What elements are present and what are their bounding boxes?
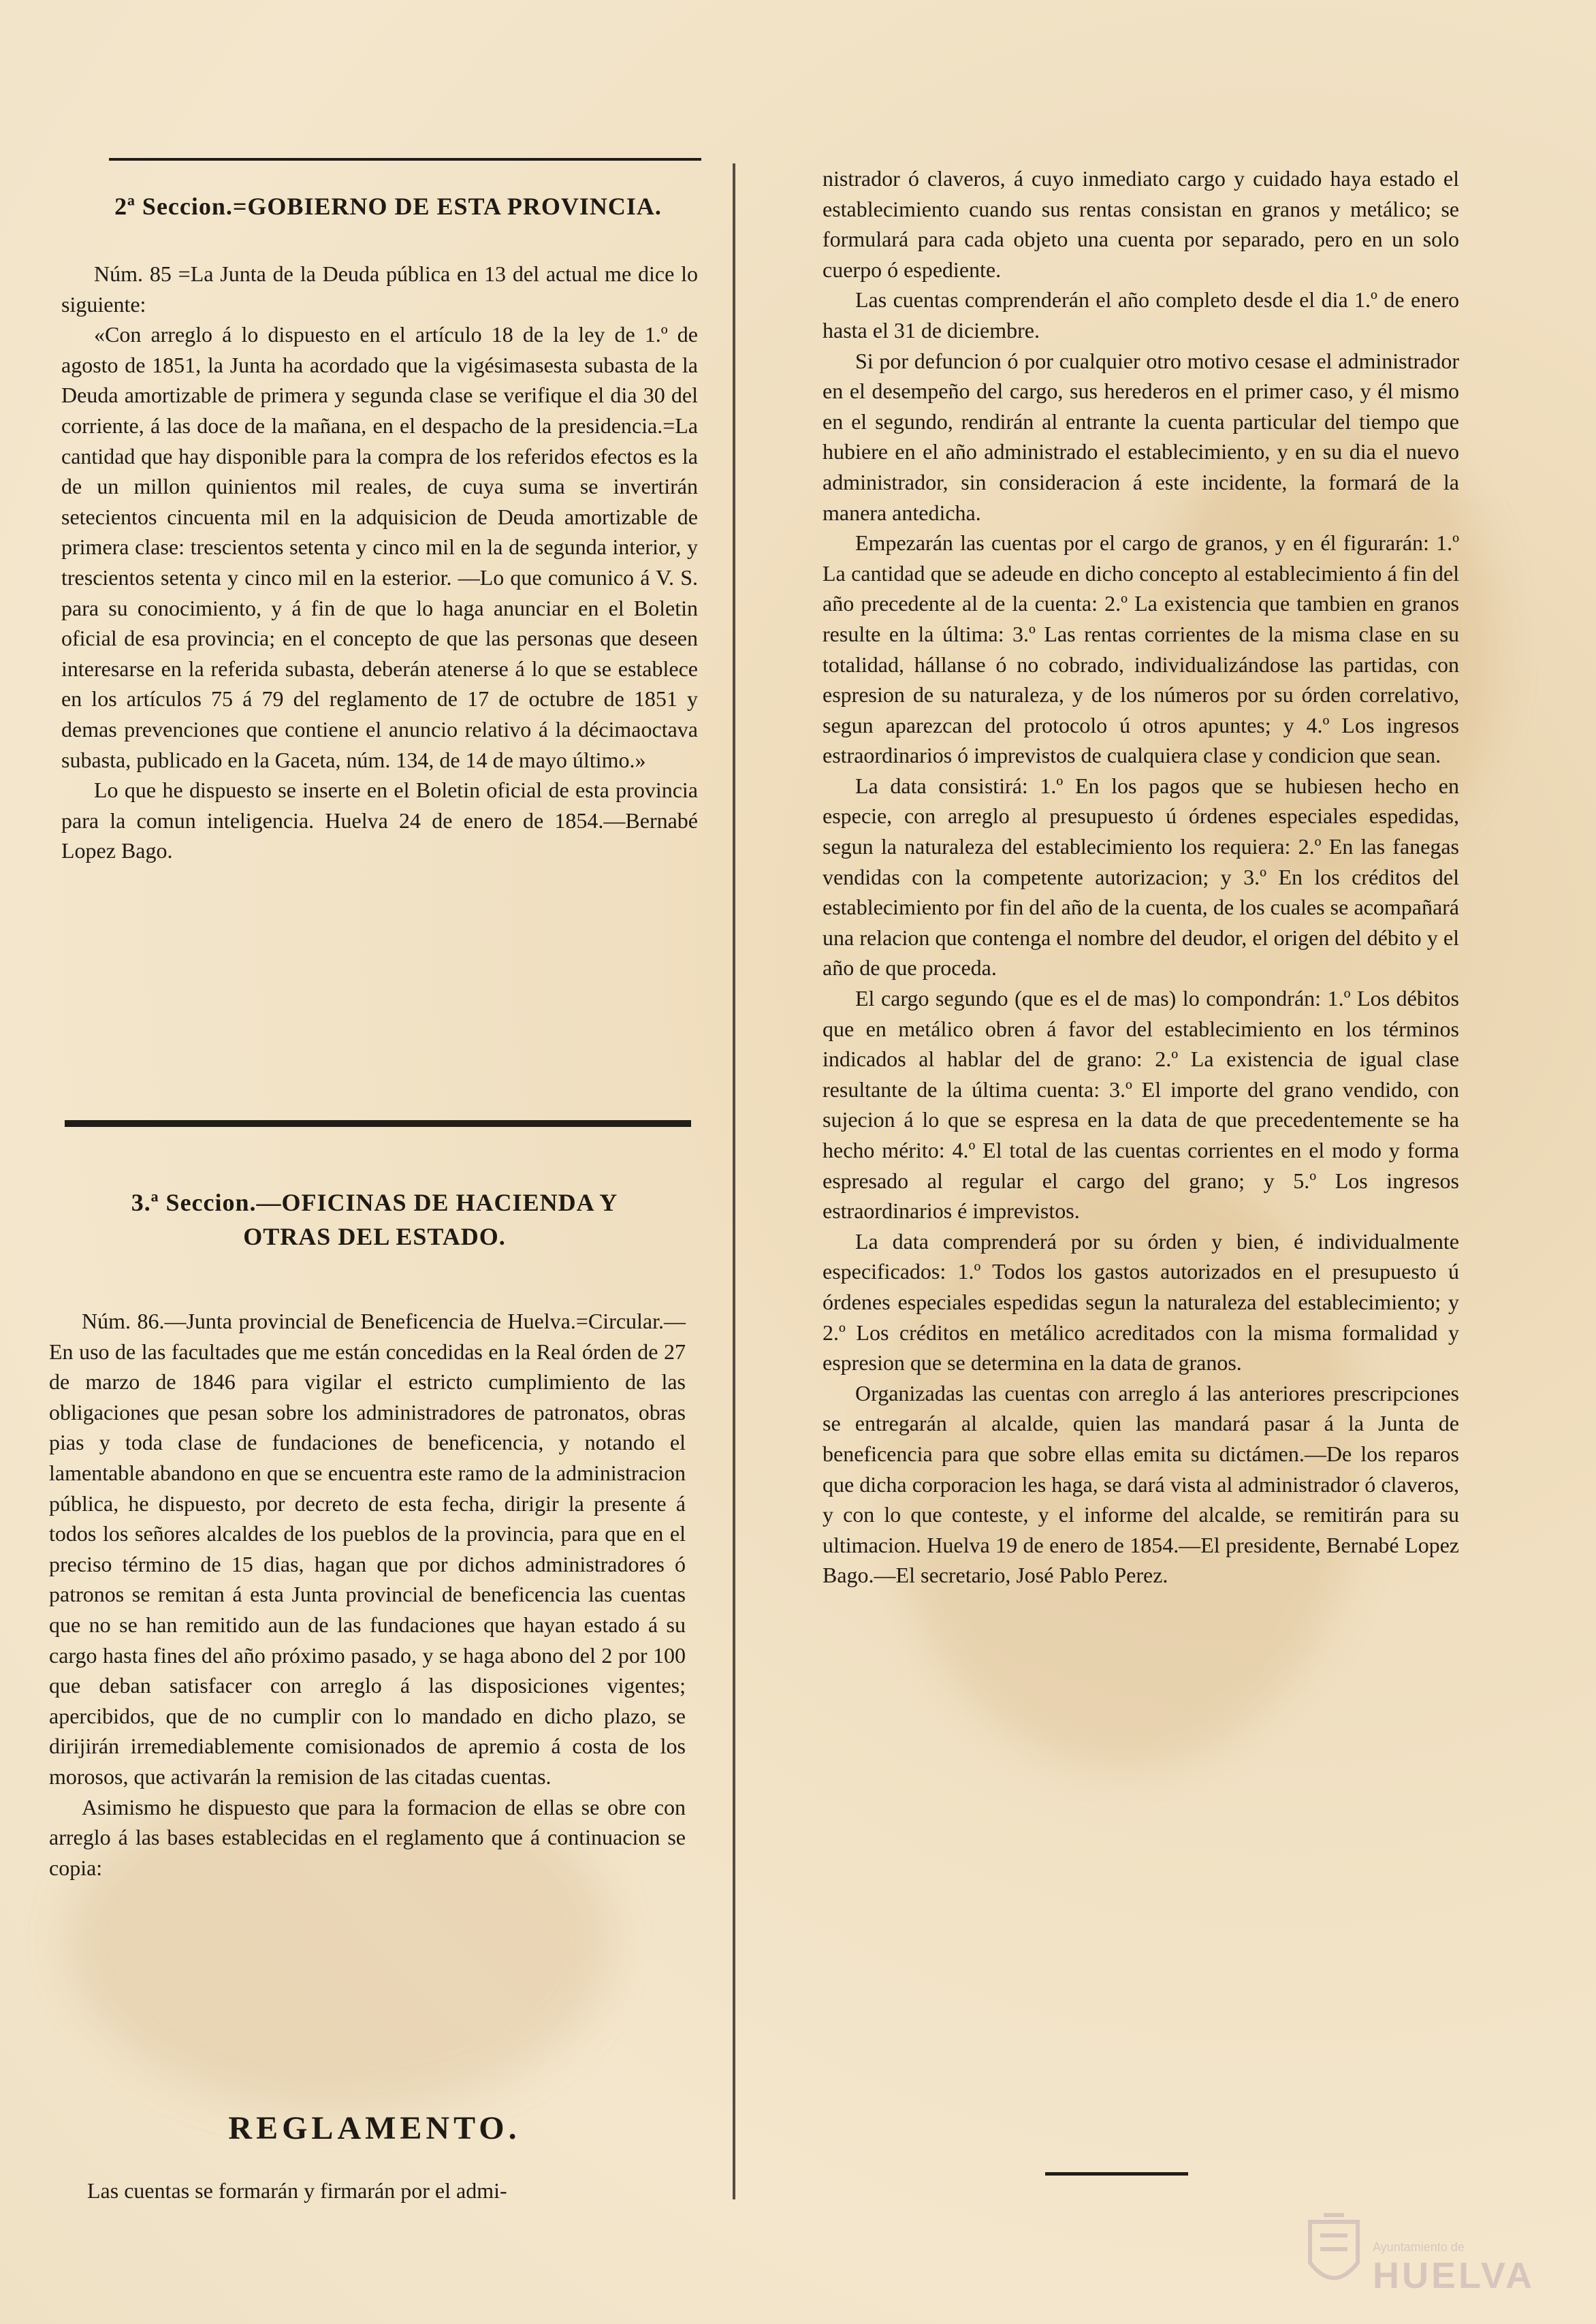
right-paragraph: La data consistirá: 1.º En los pagos que se hubiesen hecho en especie, con arreglo al presupuesto ú órdenes especiales espedidas, segun la naturaleza del establecimiento los requiera: 2.º En las fanegas vendidas con la competente autorizacion; y 3.º En los créditos del establecimiento por fin del año de la cuenta, de los cuales se acompañará una relacion que contenga el nombre del deudor, el origen del débito y el año de que proceda.: [823, 773, 1459, 981]
right-paragraph: Si por defuncion ó por cualquier otro motivo cesase el administrador en el desempeño del cargo, sus herederos en el primer caso, y él mismo en el segundo, rendirán al entrante la cuenta particular del tiempo que hubiere en el año administrado el establecimiento, y en su dia el nuevo administrador, sin consideracion á este incidente, la formará de la manera antedicha.: [823, 348, 1459, 525]
num85-closing: Lo que he dispuesto se inserte en el Boletin oficial de esta provincia para la comun inteligencia. Huelva 24 de enero de 1854.—Bernabé Lopez Bago.: [61, 778, 698, 863]
reglamento-first-line: [54, 2176, 688, 2206]
num86-reglamento-intro: Asimismo he dispuesto que para la formacion de ellas se obre con arreglo á las bases establecidas en el reglamento que á continuacion se copia:: [49, 1794, 686, 1880]
huelva-watermark-logo: [1303, 2181, 1555, 2297]
right-paragraph: El cargo segundo (que es el de mas) lo compondrán: 1.º Los débitos que en metálico obren á favor del establecimiento en los términos indicados al hablar del de grano: 2.º La existencia de igual clase resultante de la última cuenta: 3.º El importe del grano vendido, con sujecion á lo que se espresa en la data de que precedentemente se ha hecho mérito: 4.º El total de las cuentas corrientes en el modo y forma espresado al regular el cargo del grano; y 5.º Los ingresos estraordinarios é imprevistos.: [823, 986, 1459, 1224]
section3-title-line1: 3.ª Seccion.—OFICINAS DE HACIENDA Y: [131, 1189, 618, 1216]
reglamento-first-text: Las cuentas se formarán y firmarán por el admi-: [87, 2178, 507, 2203]
right-paragraph: Organizadas las cuentas con arreglo á las anteriores prescripciones se entregarán al alcalde, quien las mandará pasar á la Junta de beneficencia para que sobre ellas emita su dictámen.—De los reparos que dicha corporacion les haga, se dará vista al administrador ó claveros, y con lo que conteste, y el informe del alcalde, se remitirán para su ultimacion. Huelva 19 de enero de 1854.—El presidente, Bernabé Lopez Bago.—El secretario, José Pablo Perez.: [823, 1380, 1459, 1588]
watermark-small-text: Ayuntamiento de: [1373, 2240, 1465, 2254]
column-divider: [733, 163, 735, 2199]
num86-block: [49, 1306, 686, 1883]
right-paragraph: Las cuentas comprenderán el año completo desde el dia 1.º de enero hasta el 31 de diciembre.: [823, 287, 1459, 343]
right-paragraph: nistrador ó claveros, á cuyo inmediato cargo y cuidado haya estado el establecimiento cuando sus rentas consistan en granos y metálico; se formulará para cada objeto una cuenta por separado, pero en un solo cuerpo ó espediente.: [823, 166, 1459, 282]
reglamento-title: REGLAMENTO.: [228, 2110, 521, 2146]
num85-block: [61, 259, 698, 866]
num86-body: Núm. 86.—Junta provincial de Beneficencia de Huelva.=Circular.—En uso de las facultades que me están concedidas en la Real órden de 27 de marzo de 1846 para vigilar el estricto cumplimiento de las obligaciones que pesan sobre los administradores de patronatos, obras pias y toda clase de fundaciones de beneficencia, y notando el lamentable abandono en que se encuentra este ramo de la administracion pública, he dispuesto, por decreto de esta fecha, dirigir la presente á todos los señores alcaldes de los pueblos de la provincia, para que en el preciso término de 15 dias, hagan que por dichos administradores ó patronos se remitan á esta Junta provincial de beneficencia las cuentas que no se han remitido aun de las fundaciones que hayan estado á su cargo hasta fines del año próximo pasado, y se haga abono del 2 por 100 que deban satisfacer con arreglo á las disposiciones vigentes; apercibidos, que de no cumplir con lo mandado en dicho plazo, se dirijirán irremediablemente comisionados de apremio á costa de los morosos, que activarán la remision de las citadas cuentas.: [49, 1309, 686, 1789]
shield-icon: [1303, 2208, 1364, 2297]
num85-intro: Núm. 85 =La Junta de la Deuda pública en 13 del actual me dice lo siguiente:: [61, 261, 698, 317]
watermark-word: HUELVA: [1373, 2255, 1535, 2296]
end-rule-right: [1045, 2172, 1188, 2176]
right-paragraph: La data comprenderá por su órden y bien, é individualmente especificados: 1.º Todos los gastos autorizados en el presupuesto ú órdenes especiales espedidas segun la naturaleza del establecimiento; y 2.º Los créditos en metálico acreditados con la misma formalidad y espresion que se determina en la data de granos.: [823, 1228, 1459, 1375]
right-paragraph: Empezarán las cuentas por el cargo de granos, y en él figurarán: 1.º La cantidad que se adeude en dicho concepto al establecimiento á fin del año precedente al de la cuenta: 2.º La existencia que tambien en granos resulte en la última: 3.º Las rentas corrientes de la misma clase en su totalidad, hállanse ó no cobrado, individualizándose las partidas, con espresion de su naturaleza, y de los números por su órden correlativo, segun aparezcan del protocolo ú otros apuntes; y 4.º Los ingresos estraordinarios ó imprevistos de cualquiera clase y condicion que sean.: [823, 530, 1459, 768]
thick-rule-left: [65, 1120, 691, 1127]
reglamento-continued: [823, 163, 1459, 1591]
section3-title-line2: OTRAS DEL ESTADO.: [243, 1223, 506, 1250]
num85-body: «Con arreglo á lo dispuesto en el artículo 18 de la ley de 1.º de agosto de 1851, la Junta ha acordado que la vigésimasesta subasta de la Deuda amortizable de primera y segunda clase se verifique el dia 30 del corriente, á las doce de la mañana, en el despacho de la presidencia.=La cantidad que hay disponible para la compra de los referidos efectos es la de un millon quinientos mil reales, de cuya suma se invertirán setecientos cincuenta mil en la adquisicion de Deuda amortizable de primera clase: trescientos setenta y cinco mil en la de segunda interior, y trescientos setenta y cinco mil en la esterior. —Lo que comunico á V. S. para su conocimiento, y á fin de que lo haga anunciar en el Boletin oficial de esa provincia; en el concepto de que las personas que deseen interesarse en la referida subasta, deberán atenerse á lo que se establece en los artículos 75 á 79 del reglamento de 17 de octubre de 1851 y demas prevenciones que contiene el anuncio relativo á la décimaoctava subasta, publicado en la Gaceta, núm. 134, de 14 de mayo último.»: [61, 322, 698, 772]
section2-title: 2ª Seccion.=GOBIERNO DE ESTA PROVINCIA.: [114, 193, 662, 220]
top-rule-left: [109, 158, 701, 161]
